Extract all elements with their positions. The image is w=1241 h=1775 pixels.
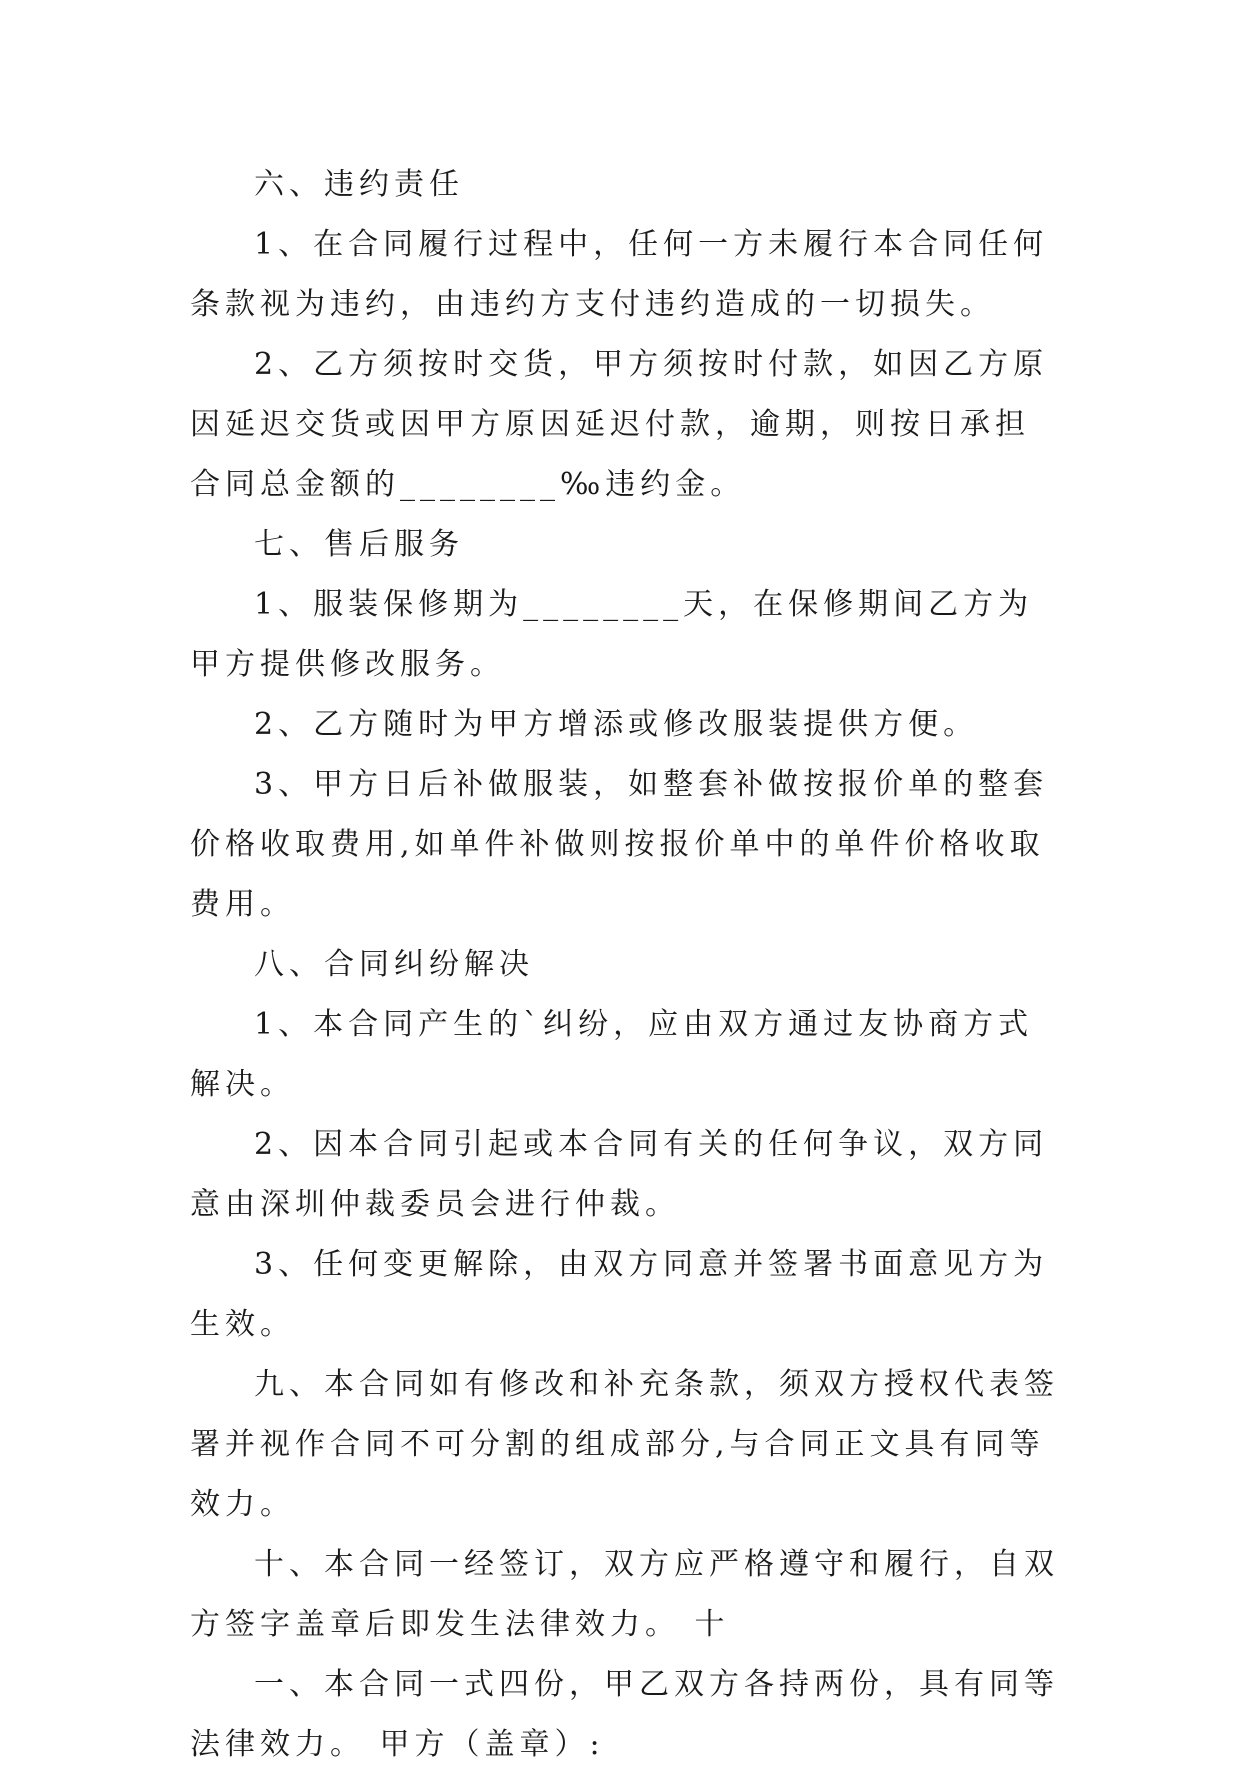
paragraph: 2、乙方随时为甲方增添或修改服装提供方便。 (254, 707, 979, 742)
section-heading-dispute: 八、合同纠纷解决 (254, 947, 534, 982)
section-heading-breach: 六、违约责任 (254, 167, 464, 202)
paragraph: 2、因本合同引起或本合同有关的任何争议，双方同意由深圳仲裁委员会进行仲裁。 (190, 1127, 1049, 1222)
paragraph: 一、本合同一式四份，甲乙双方各持两份，具有同等法律效力。 甲方（盖章）: (190, 1667, 1059, 1762)
section-heading-after-sales: 七、售后服务 (254, 527, 464, 562)
paragraph: 1、服装保修期为________天，在保修期间乙方为甲方提供修改服务。 (190, 587, 1034, 682)
paragraph: 3、甲方日后补做服装，如整套补做按报价单的整套价格收取费用,如单件补做则按报价单中的单件价格收取费用。 (190, 767, 1049, 922)
paragraph: 九、本合同如有修改和补充条款，须双方授权代表签署并视作合同不可分割的组成部分,与合同正文具有同等效力。 (190, 1367, 1059, 1522)
paragraph: 3、任何变更解除，由双方同意并签署书面意见方为生效。 (190, 1247, 1049, 1342)
paragraph: 2、乙方须按时交货，甲方须按时付款，如因乙方原因延迟交货或因甲方原因延迟付款，逾期，则按日承担合同总金额的________‰违约金。 (190, 347, 1049, 502)
paragraph: 1、在合同履行过程中，任何一方未履行本合同任何条款视为违约，由违约方支付违约造成的一切损失。 (190, 227, 1049, 322)
document-body (190, 155, 1060, 1775)
paragraph: 十、本合同一经签订，双方应严格遵守和履行，自双方签字盖章后即发生法律效力。 十 (190, 1547, 1059, 1642)
paragraph: 1、本合同产生的`纠纷，应由双方通过友协商方式解决。 (190, 1007, 1034, 1102)
